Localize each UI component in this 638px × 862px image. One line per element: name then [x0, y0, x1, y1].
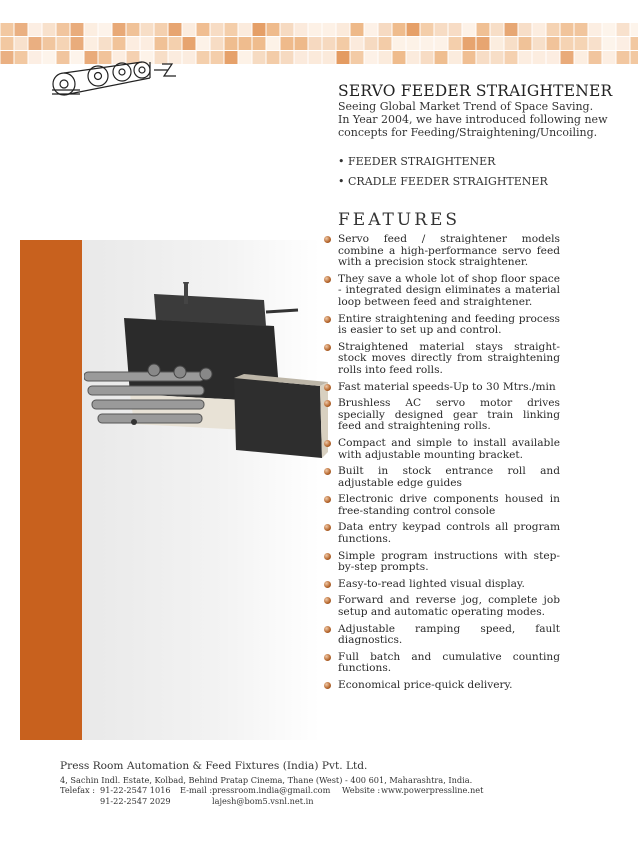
feature-item [322, 522, 560, 545]
mosaic-tile [29, 37, 42, 50]
mosaic-tile [449, 23, 462, 36]
mosaic-tile [1, 23, 14, 36]
bronze-dot-icon [324, 654, 331, 661]
mosaic-tile [183, 37, 196, 50]
mosaic-tile [323, 51, 336, 64]
mosaic-tile [211, 37, 224, 50]
feature-text: Data entry keypad controls all program functions. [338, 521, 560, 546]
feature-item [322, 579, 560, 591]
mosaic-tile [477, 51, 490, 64]
bronze-dot-icon [324, 597, 331, 604]
email-label: E-mail : [180, 785, 213, 795]
mosaic-tile [589, 37, 602, 50]
mosaic-tile [365, 37, 378, 50]
mosaic-tile [183, 51, 196, 64]
bronze-dot-icon [324, 553, 331, 560]
feature-item [322, 551, 560, 574]
mosaic-tile [365, 23, 378, 36]
mosaic-tile [351, 23, 364, 36]
mosaic-tile [547, 37, 560, 50]
bronze-dot-icon [324, 682, 331, 689]
email-address[interactable]: lajesh@bom5.vsnl.net.in [212, 796, 314, 806]
concept-label: FEEDER STRAIGHTENER [348, 155, 496, 168]
bronze-dot-icon [324, 400, 331, 407]
mosaic-tile [239, 51, 252, 64]
feature-item [322, 342, 560, 377]
intro-line: concepts for Feeding/Straightening/Uncoiling. [338, 126, 598, 139]
mosaic-tile [281, 37, 294, 50]
mosaic-tile [631, 23, 638, 36]
contact-row [60, 785, 600, 796]
mosaic-tile [505, 37, 518, 50]
mosaic-tile [323, 23, 336, 36]
bronze-dot-icon [324, 496, 331, 503]
footer [60, 760, 600, 807]
mosaic-tile [449, 37, 462, 50]
mosaic-tile [323, 37, 336, 50]
feature-item [322, 680, 560, 692]
mosaic-tile [43, 37, 56, 50]
feature-text: Servo feed / straightener models combine a high-performance servo feed with a precision stock straightener. [338, 233, 560, 269]
feature-text: Brushless AC servo motor drives specially designed gear train linking feed and straightening rolls. [338, 397, 560, 433]
mosaic-tile [295, 51, 308, 64]
mosaic-tile [239, 37, 252, 50]
mosaic-tile [281, 23, 294, 36]
mosaic-tile [365, 51, 378, 64]
mosaic-tile [435, 23, 448, 36]
mosaic-tile [253, 37, 266, 50]
mosaic-tile [99, 23, 112, 36]
mosaic-tile [421, 37, 434, 50]
mosaic-tile [449, 51, 462, 64]
mosaic-tile [519, 37, 532, 50]
mosaic-tile [267, 23, 280, 36]
mosaic-tile [57, 23, 70, 36]
mosaic-tile [575, 37, 588, 50]
mosaic-tile [519, 51, 532, 64]
telefax-label: Telefax : [60, 785, 96, 795]
bronze-dot-icon [324, 440, 331, 447]
mosaic-tile [295, 23, 308, 36]
mosaic-tile [267, 51, 280, 64]
mosaic-tile [477, 23, 490, 36]
mosaic-tile [337, 37, 350, 50]
feature-text: Entire straightening and feeding process is easier to set up and control. [338, 312, 560, 337]
mosaic-tile [603, 23, 616, 36]
mosaic-tile [589, 51, 602, 64]
mosaic-tile [197, 37, 210, 50]
mosaic-tile [253, 51, 266, 64]
mosaic-tile [197, 51, 210, 64]
mosaic-tile [589, 23, 602, 36]
mosaic-tile [253, 23, 266, 36]
mosaic-tile [309, 51, 322, 64]
mosaic-tile [169, 23, 182, 36]
feature-text: They save a whole lot of shop floor space - integrated design eliminates a material loop between feed and straightener. [338, 272, 560, 308]
feature-item [322, 438, 560, 461]
email-address[interactable]: pressroom.india@gmail.com [212, 785, 331, 795]
mosaic-tile [379, 37, 392, 50]
feature-text: Electronic drive components housed in free-standing control console [338, 493, 560, 517]
feature-text: Simple program instructions with step-by-step prompts. [338, 549, 560, 574]
mosaic-tile [127, 23, 140, 36]
company-address: 4, Sachin Indl. Estate, Kolbad, Behind Pratap Cinema, Thane (West) - 400 601, Maharashtra, India. [60, 775, 473, 785]
feature-item [322, 595, 560, 618]
mosaic-tile [99, 37, 112, 50]
bronze-dot-icon [324, 626, 331, 633]
mosaic-tile [407, 37, 420, 50]
feature-item [322, 382, 560, 394]
mosaic-tile [617, 51, 630, 64]
features-heading: FEATURES [338, 210, 461, 230]
machine-photo [84, 282, 328, 478]
mosaic-tile [631, 51, 638, 64]
mosaic-tile [15, 51, 28, 64]
mosaic-tile [575, 51, 588, 64]
feature-text: Full batch and cumulative counting functions. [338, 650, 560, 675]
mosaic-tile [421, 23, 434, 36]
concept-item: • CRADLE FEEDER STRAIGHTENER [338, 175, 548, 188]
mosaic-tile [309, 37, 322, 50]
accent-band [20, 240, 82, 740]
mosaic-tile [1, 37, 14, 50]
mosaic-tile [463, 37, 476, 50]
mosaic-tile [533, 51, 546, 64]
feature-item [322, 234, 560, 269]
mosaic-tile [43, 23, 56, 36]
mosaic-tile [85, 23, 98, 36]
telefax-number: 91-22-2547 2029 [100, 796, 171, 806]
mosaic-tile [547, 23, 560, 36]
mosaic-tile [351, 37, 364, 50]
mosaic-tile [337, 23, 350, 36]
mosaic-tile [57, 37, 70, 50]
intro-text [338, 100, 608, 139]
mosaic-tile [85, 37, 98, 50]
mosaic-tile [225, 23, 238, 36]
mosaic-tile [617, 37, 630, 50]
mosaic-tile [575, 23, 588, 36]
mosaic-tile [29, 23, 42, 36]
mosaic-tile [393, 23, 406, 36]
mosaic-tile [561, 51, 574, 64]
mosaic-tile [407, 23, 420, 36]
contact-row [60, 796, 600, 807]
concept-item: • FEEDER STRAIGHTENER [338, 155, 496, 168]
mosaic-tile [631, 37, 638, 50]
website-link[interactable]: www.powerpressline.net [381, 785, 484, 795]
mosaic-tile [533, 23, 546, 36]
mosaic-tile [617, 23, 630, 36]
website-label: Website : [342, 785, 381, 795]
mosaic-tile [519, 23, 532, 36]
feature-item [322, 466, 560, 489]
feature-item [322, 652, 560, 675]
mosaic-tile [71, 23, 84, 36]
bronze-dot-icon [324, 344, 331, 351]
mosaic-tile [505, 51, 518, 64]
mosaic-tile [463, 51, 476, 64]
mosaic-tile [505, 23, 518, 36]
concept-label: CRADLE FEEDER STRAIGHTENER [348, 175, 548, 188]
mosaic-tile [561, 37, 574, 50]
mosaic-tile [239, 23, 252, 36]
mosaic-tile [547, 51, 560, 64]
mosaic-tile [379, 51, 392, 64]
mosaic-tile [211, 23, 224, 36]
mosaic-tile [337, 51, 350, 64]
mosaic-tile [183, 23, 196, 36]
mosaic-tile [1, 51, 14, 64]
feature-text: Built in stock entrance roll and adjustable edge guides [338, 465, 560, 489]
telefax-number: 91-22-2547 1016 [100, 785, 171, 795]
mosaic-tile [463, 23, 476, 36]
feature-text: Adjustable ramping speed, fault diagnostics. [338, 622, 560, 647]
mosaic-tile [309, 23, 322, 36]
bronze-dot-icon [324, 468, 331, 475]
feature-text: Fast material speeds-Up to 30 Mtrs./min [338, 380, 556, 393]
mosaic-tile [603, 51, 616, 64]
feeder-rollers-logo [50, 56, 180, 102]
feature-text: Economical price-quick delivery. [338, 679, 513, 691]
mosaic-tile [197, 23, 210, 36]
mosaic-tile [169, 37, 182, 50]
mosaic-tile [15, 23, 28, 36]
mosaic-tile [15, 37, 28, 50]
mosaic-tile [267, 37, 280, 50]
feature-text: Compact and simple to install available with adjustable mounting bracket. [338, 436, 560, 461]
feature-item [322, 398, 560, 433]
mosaic-tile [393, 51, 406, 64]
mosaic-tile [29, 51, 42, 64]
concept-list [338, 154, 548, 194]
mosaic-tile [561, 23, 574, 36]
mosaic-tile [491, 51, 504, 64]
mosaic-tile [295, 37, 308, 50]
feature-text: Easy-to-read lighted visual display. [338, 577, 525, 590]
feature-item [322, 624, 560, 647]
bronze-dot-icon [324, 236, 331, 243]
mosaic-tile [421, 51, 434, 64]
mosaic-tile [141, 37, 154, 50]
mosaic-tile [533, 37, 546, 50]
feature-item [322, 274, 560, 309]
bronze-dot-icon [324, 384, 331, 391]
mosaic-tile [155, 37, 168, 50]
mosaic-tile [127, 37, 140, 50]
bronze-dot-icon [324, 581, 331, 588]
mosaic-tile [477, 37, 490, 50]
bronze-dot-icon [324, 316, 331, 323]
intro-line: In Year 2004, we have introduced following new [338, 113, 608, 126]
mosaic-tile [435, 37, 448, 50]
mosaic-tile [435, 51, 448, 64]
company-name: Press Room Automation & Feed Fixtures (India) Pvt. Ltd. [60, 760, 368, 772]
mosaic-tile [491, 37, 504, 50]
mosaic-tile [379, 23, 392, 36]
bronze-dot-icon [324, 276, 331, 283]
mosaic-tile [225, 51, 238, 64]
mosaic-tile [155, 23, 168, 36]
mosaic-tile [141, 23, 154, 36]
mosaic-tile [407, 51, 420, 64]
mosaic-tile [603, 37, 616, 50]
mosaic-tile [113, 23, 126, 36]
mosaic-tile [211, 51, 224, 64]
feature-list [322, 234, 560, 697]
bronze-dot-icon [324, 524, 331, 531]
feature-item [322, 314, 560, 337]
mosaic-tile [491, 23, 504, 36]
feature-text: Straightened material stays straight-stock moves directly from straightening rolls into feed rolls. [338, 340, 560, 376]
mosaic-tile [281, 51, 294, 64]
mosaic-tile [351, 51, 364, 64]
mosaic-tile [393, 37, 406, 50]
feature-item [322, 494, 560, 517]
page-title: SERVO FEEDER STRAIGHTENER [338, 82, 613, 100]
mosaic-tile [113, 37, 126, 50]
intro-line: Seeing Global Market Trend of Space Saving. [338, 100, 594, 113]
feature-text: Forward and reverse jog, complete job setup and automatic operating modes. [338, 594, 560, 619]
mosaic-tile [225, 37, 238, 50]
mosaic-tile [71, 37, 84, 50]
